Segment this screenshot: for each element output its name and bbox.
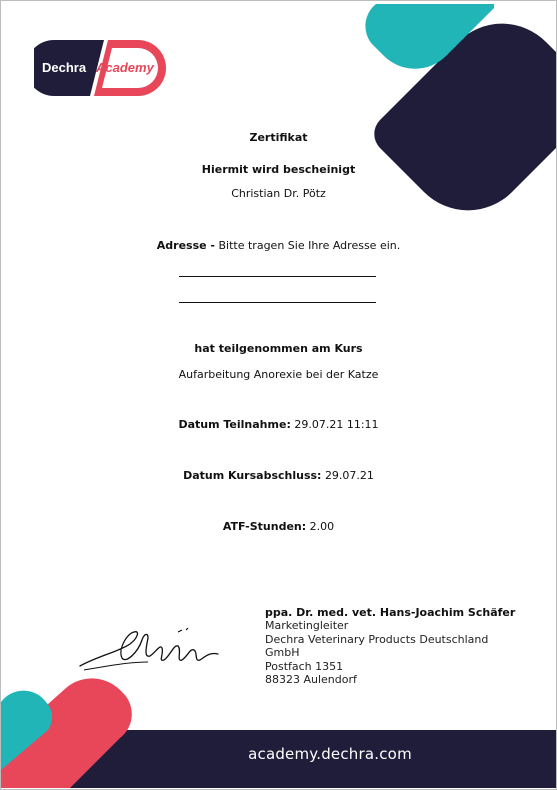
logo-word-dechra: Dechra bbox=[42, 60, 87, 75]
address-line bbox=[0, 239, 557, 252]
certificate-subtitle: Hiermit wird bescheinigt bbox=[201, 163, 356, 176]
address-label: Adresse - bbox=[156, 239, 215, 252]
company-line-2: GmbH bbox=[265, 646, 300, 660]
company-line-1: Dechra Veterinary Products Deutschland bbox=[265, 632, 489, 646]
signatory-role: Marketingleiter bbox=[265, 619, 349, 633]
footer-url[interactable]: academy.dechra.com bbox=[248, 745, 412, 763]
date-participation-label: Datum Teilnahme: bbox=[178, 418, 291, 431]
address-placeholder: Bitte tragen Sie Ihre Adresse ein. bbox=[218, 239, 401, 252]
date-completion bbox=[0, 469, 557, 482]
recipient-name: Christian Dr. Pötz bbox=[231, 187, 326, 200]
atf-hours bbox=[0, 520, 557, 533]
atf-value: 2.00 bbox=[309, 520, 335, 533]
atf-label: ATF-Stunden: bbox=[222, 520, 307, 533]
certificate-title: Zertifikat bbox=[249, 131, 308, 144]
handwritten-signature bbox=[78, 622, 228, 674]
logo-word-academy: Academy bbox=[96, 60, 154, 75]
date-participation bbox=[0, 418, 557, 431]
date-completion-value: 29.07.21 bbox=[324, 469, 374, 482]
address-line-1 bbox=[179, 276, 376, 277]
participation-heading: hat teilgenommen am Kurs bbox=[194, 342, 363, 355]
signatory-block bbox=[265, 606, 515, 686]
address-line-2 bbox=[179, 302, 376, 303]
date-completion-label: Datum Kursabschluss: bbox=[183, 469, 322, 482]
date-participation-value: 29.07.21 11:11 bbox=[294, 418, 379, 431]
address-street: Postfach 1351 bbox=[265, 659, 344, 673]
address-city: 88323 Aulendorf bbox=[265, 673, 357, 687]
signatory-name: ppa. Dr. med. vet. Hans-Joachim Schäfer bbox=[265, 606, 516, 619]
course-name: Aufarbeitung Anorexie bei der Katze bbox=[178, 368, 379, 381]
dechra-academy-logo bbox=[34, 40, 169, 96]
